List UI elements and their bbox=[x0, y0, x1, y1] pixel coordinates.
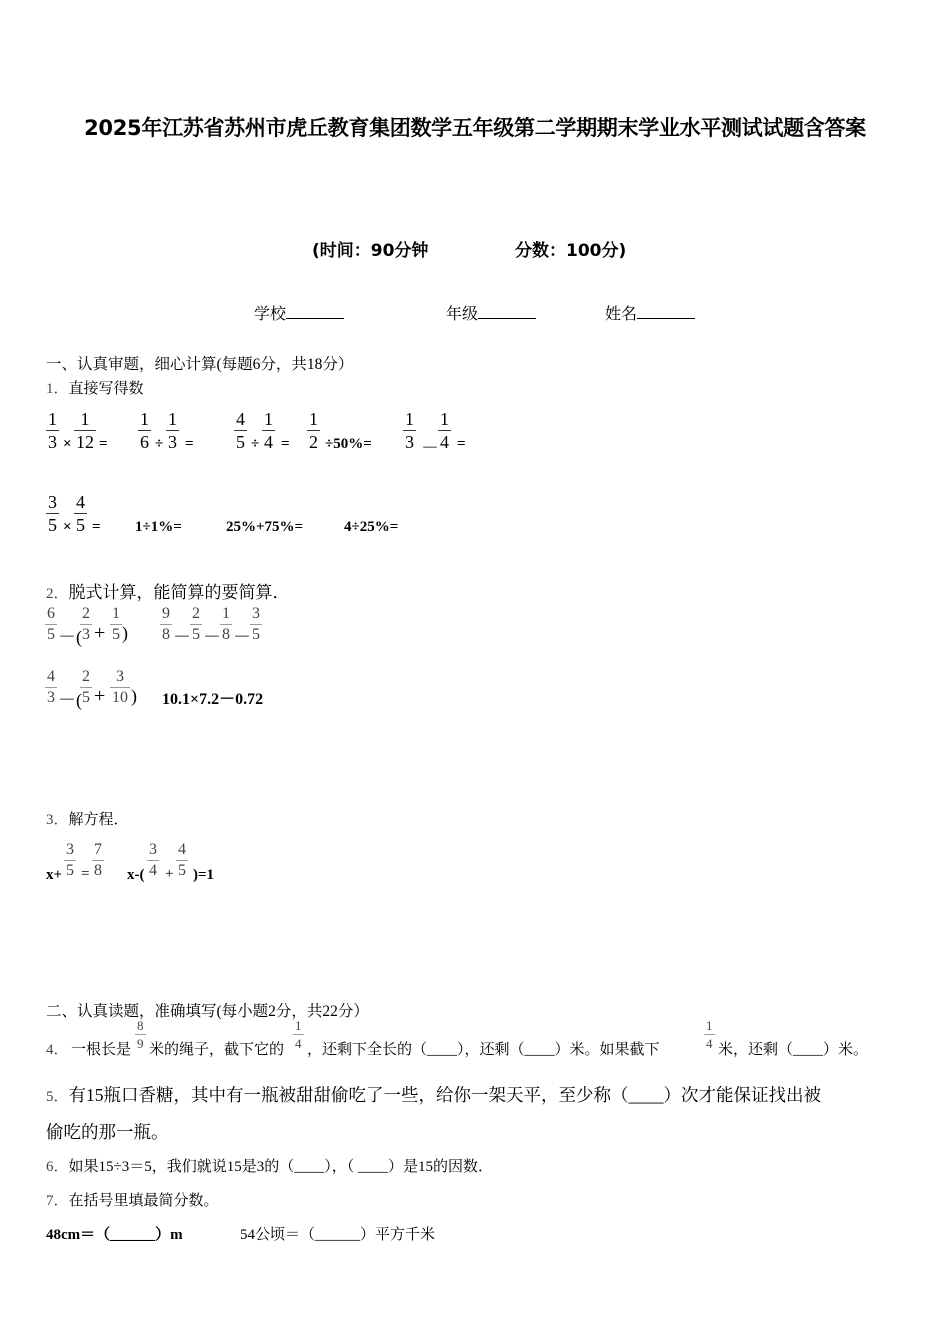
section1-heading: 一、认真审题，细心计算(每题6分，共18分） bbox=[46, 356, 354, 373]
operator: － bbox=[173, 627, 191, 647]
q4-text-part4: 米，还剩（____）米。 bbox=[718, 1042, 869, 1058]
equals-sign: = bbox=[185, 436, 194, 452]
operator: × bbox=[63, 436, 72, 452]
fraction: $\frac{1}{12}$ bbox=[76, 409, 94, 452]
name-blank[interactable] bbox=[637, 304, 695, 319]
fraction: $\frac{2}{5}$ bbox=[82, 668, 90, 706]
fraction: $\frac{1}{6}$ bbox=[140, 409, 149, 452]
name-field bbox=[605, 301, 695, 324]
fraction: $\frac{4}{5}$ bbox=[178, 841, 186, 879]
expression: 1÷1%= bbox=[135, 519, 182, 535]
equals-sign: = bbox=[81, 866, 90, 882]
equals-sign: = bbox=[281, 436, 290, 452]
equation-suffix: )=1 bbox=[193, 867, 215, 883]
equals-sign: = bbox=[99, 436, 108, 452]
q7-text: 在括号里填最简分数。 bbox=[68, 1193, 219, 1209]
operator: ) bbox=[131, 686, 137, 706]
equation-prefix: x-( bbox=[127, 867, 145, 883]
equation-prefix: x+ bbox=[46, 867, 63, 883]
q5-number: 5． bbox=[46, 1089, 69, 1105]
operator: + bbox=[94, 622, 106, 644]
operator: ) bbox=[122, 623, 128, 643]
operator: + bbox=[94, 685, 106, 707]
fraction: $\frac{1}{5}$ bbox=[112, 605, 120, 643]
school-field bbox=[254, 301, 344, 324]
fraction: $\frac{3}{5}$ bbox=[66, 841, 74, 879]
fraction: $\frac{7}{8}$ bbox=[94, 841, 102, 879]
expression-tail: ÷50%= bbox=[325, 436, 372, 452]
q4-number: 4． bbox=[46, 1042, 69, 1058]
equals-sign: = bbox=[457, 436, 466, 452]
expression: 4÷25%= bbox=[344, 519, 399, 535]
q6 bbox=[46, 1155, 493, 1176]
q5-text: 有15瓶口香糖，其中有一瓶被甜甜偷吃了一些，给你一架天平，至少称（____）次才能保证找出被 bbox=[68, 1085, 822, 1105]
q2-text: 脱式计算，能简算的要简算． bbox=[68, 583, 290, 602]
operator: －( bbox=[58, 690, 82, 710]
fraction: $\frac{2}{5}$ bbox=[192, 605, 200, 643]
fraction: $\frac{2}{3}$ bbox=[82, 605, 90, 643]
fraction: $\frac{1}{8}$ bbox=[222, 605, 230, 643]
fraction: $\frac{3}{10}$ bbox=[112, 668, 128, 706]
q1-number: 1． bbox=[46, 381, 69, 397]
fraction: $\frac{1}{3}$ bbox=[48, 409, 57, 452]
q2-prompt bbox=[46, 578, 290, 603]
fraction: $\frac{1}{4}$ bbox=[440, 409, 449, 452]
operator: － bbox=[421, 438, 439, 458]
document-title: 2025年江苏省苏州市虎丘教育集团数学五年级第二学期期末学业水平测试试题含答案 bbox=[84, 116, 866, 140]
fraction: $\frac{4}{5}$ bbox=[236, 409, 245, 452]
fraction: $\frac{1}{2}$ bbox=[309, 409, 318, 452]
q5-line2: 偷吃的那一瓶。 bbox=[46, 1122, 169, 1142]
q7-number: 7． bbox=[46, 1193, 69, 1209]
school-blank[interactable] bbox=[286, 304, 344, 319]
q4-text-part3: ，还剩下全长的（____），还剩（____）米。如果截下 bbox=[307, 1042, 660, 1058]
expression: 25%+75%= bbox=[226, 519, 304, 535]
fraction: $\frac{1}{3}$ bbox=[168, 409, 177, 452]
q2-expr4: 10.1×7.2－0.72 bbox=[162, 691, 264, 708]
q2-number: 2． bbox=[46, 586, 69, 602]
operator: × bbox=[63, 519, 72, 535]
fraction: $\frac{9}{8}$ bbox=[162, 605, 170, 643]
exam-score: 分数：100分) bbox=[515, 241, 627, 261]
grade-field bbox=[446, 301, 536, 324]
fraction: $\frac{8}{9}$ bbox=[137, 1018, 144, 1051]
operator: ÷ bbox=[155, 436, 164, 452]
fraction: $\frac{1}{4}$ bbox=[706, 1018, 713, 1051]
q7-blank1: 48cm＝（______）m bbox=[46, 1227, 183, 1243]
operator: － bbox=[233, 627, 251, 647]
q6-text: 如果15÷3＝5，我们就说15是3的（____），（ ____）是15的因数． bbox=[68, 1159, 494, 1175]
equals-sign: = bbox=[92, 519, 101, 535]
q3-text: 解方程． bbox=[68, 812, 129, 828]
exam-time: (时间：90分钟 bbox=[312, 241, 429, 261]
grade-label: 年级 bbox=[446, 306, 479, 323]
q4-text-part2: 米的绳子，截下它的 bbox=[149, 1042, 285, 1058]
fraction: $\frac{3}{5}$ bbox=[48, 492, 57, 535]
operator: － bbox=[203, 627, 221, 647]
grade-blank[interactable] bbox=[478, 304, 536, 319]
fraction: $\frac{6}{5}$ bbox=[47, 605, 55, 643]
fraction: $\frac{3}{5}$ bbox=[252, 605, 260, 643]
q3-prompt bbox=[46, 808, 129, 829]
fraction: $\frac{3}{4}$ bbox=[149, 841, 157, 879]
fraction: $\frac{4}{5}$ bbox=[76, 492, 85, 535]
q4-text-part1: 一根长是 bbox=[71, 1042, 132, 1058]
name-label: 姓名 bbox=[605, 306, 638, 323]
q1-text: 直接写得数 bbox=[68, 381, 144, 397]
school-label: 学校 bbox=[254, 306, 287, 323]
operator: －( bbox=[58, 627, 82, 647]
operator: + bbox=[165, 866, 174, 882]
q6-number: 6． bbox=[46, 1159, 69, 1175]
fraction: $\frac{1}{3}$ bbox=[405, 409, 414, 452]
fraction: $\frac{1}{4}$ bbox=[295, 1018, 302, 1051]
q7 bbox=[46, 1189, 219, 1210]
fraction: $\frac{1}{4}$ bbox=[264, 409, 273, 452]
section2-heading: 二、认真读题，准确填写(每小题2分，共22分） bbox=[46, 1003, 369, 1020]
operator: ÷ bbox=[251, 436, 260, 452]
q7-blank2: 54公顷＝（______）平方千米 bbox=[240, 1227, 436, 1243]
q1-prompt bbox=[46, 377, 144, 398]
q3-number: 3． bbox=[46, 812, 69, 828]
q5-line1 bbox=[46, 1082, 821, 1107]
fraction: $\frac{4}{3}$ bbox=[47, 668, 55, 706]
